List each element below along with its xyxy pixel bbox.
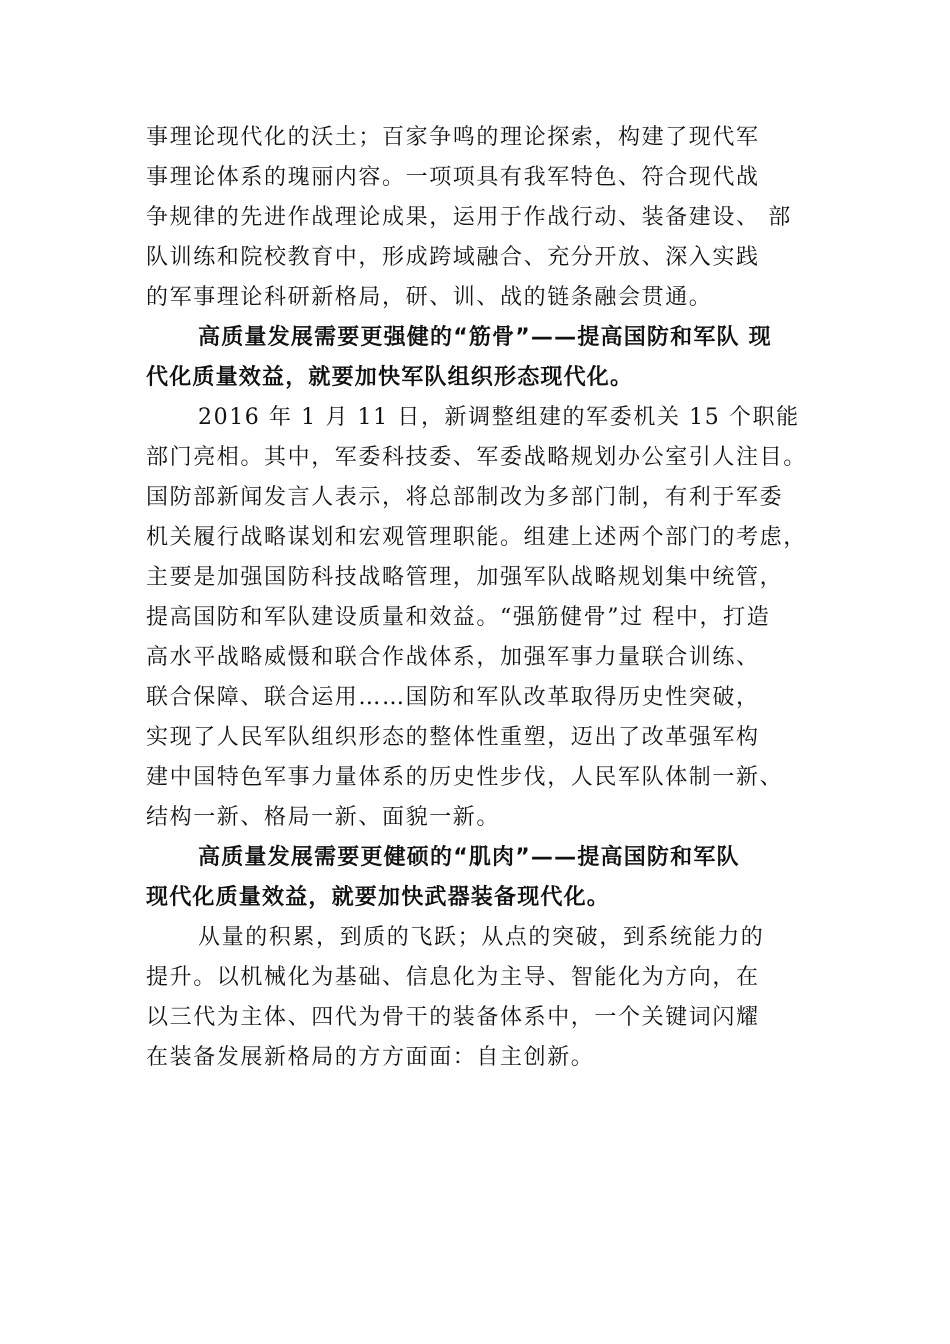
paragraph-weapons bbox=[146, 918, 816, 1078]
heading-line: 现代化质量效益，就要加快武器装备现代化。 bbox=[146, 885, 611, 910]
text-line: 以三代为主体、四代为骨干的装备体系中，一个关键词闪耀 bbox=[146, 1005, 760, 1030]
heading-organization bbox=[146, 318, 816, 398]
text-line: 高水平战略威慑和联合作战体系，加强军事力量联合训练、 bbox=[146, 645, 760, 670]
text-line: 的军事理论科研新格局，研、训、战的链条融会贯通。 bbox=[146, 285, 713, 310]
text-line: 部门亮相。其中，军委科技委、军委战略规划办公室引人注目。 bbox=[146, 445, 807, 470]
text-line: 机关履行战略谋划和宏观管理职能。组建上述两个部门的考虑， bbox=[146, 525, 807, 550]
heading-line: 高质量发展需要更强健的“筋骨”——提高国防和军队 现 bbox=[198, 325, 772, 350]
document-body bbox=[146, 118, 816, 1078]
heading-line: 代化质量效益，就要加快军队组织形态现代化。 bbox=[146, 365, 634, 390]
text-line: 实现了人民军队组织形态的整体性重塑，迈出了改革强军构 bbox=[146, 725, 760, 750]
text-line: 从量的积累，到质的飞跃；从点的突破，到系统能力的 bbox=[198, 925, 765, 950]
text-line: 在装备发展新格局的方方面面：自主创新。 bbox=[146, 1045, 595, 1070]
heading-weapons bbox=[146, 838, 816, 918]
text-line: 提高国防和军队建设质量和效益。“强筋健骨”过 程中，打造 bbox=[146, 605, 771, 630]
text-line: 事理论现代化的沃土；百家争鸣的理论探索，构建了现代军 bbox=[146, 125, 760, 150]
paragraph-theory bbox=[146, 118, 816, 318]
text-line: 结构一新、格局一新、面貌一新。 bbox=[146, 805, 501, 830]
text-line: 提升。以机械化为基础、信息化为主导、智能化为方向，在 bbox=[146, 965, 760, 990]
text-line: 建中国特色军事力量体系的历史性步伐，人民军队体制一新、 bbox=[146, 765, 784, 790]
paragraph-organization bbox=[146, 398, 816, 838]
text-line: 争规律的先进作战理论成果，运用于作战行动、装备建设、 部 bbox=[146, 205, 792, 230]
text-line: 事理论体系的瑰丽内容。一项项具有我军特色、符合现代战 bbox=[146, 165, 760, 190]
text-line: 队训练和院校教育中，形成跨域融合、充分开放、深入实践 bbox=[146, 245, 760, 270]
text-line: 国防部新闻发言人表示，将总部制改为多部门制，有利于军委 bbox=[146, 485, 784, 510]
text-line: 2016 年 1 月 11 日，新调整组建的军委机关 15 个职能 bbox=[198, 405, 800, 430]
text-line: 联合保障、联合运用……国防和军队改革取得历史性突破， bbox=[146, 685, 760, 710]
text-line: 主要是加强国防科技战略管理，加强军队战略规划集中统管， bbox=[146, 565, 784, 590]
heading-line: 高质量发展需要更健硕的“肌肉”——提高国防和军队 bbox=[198, 845, 740, 870]
